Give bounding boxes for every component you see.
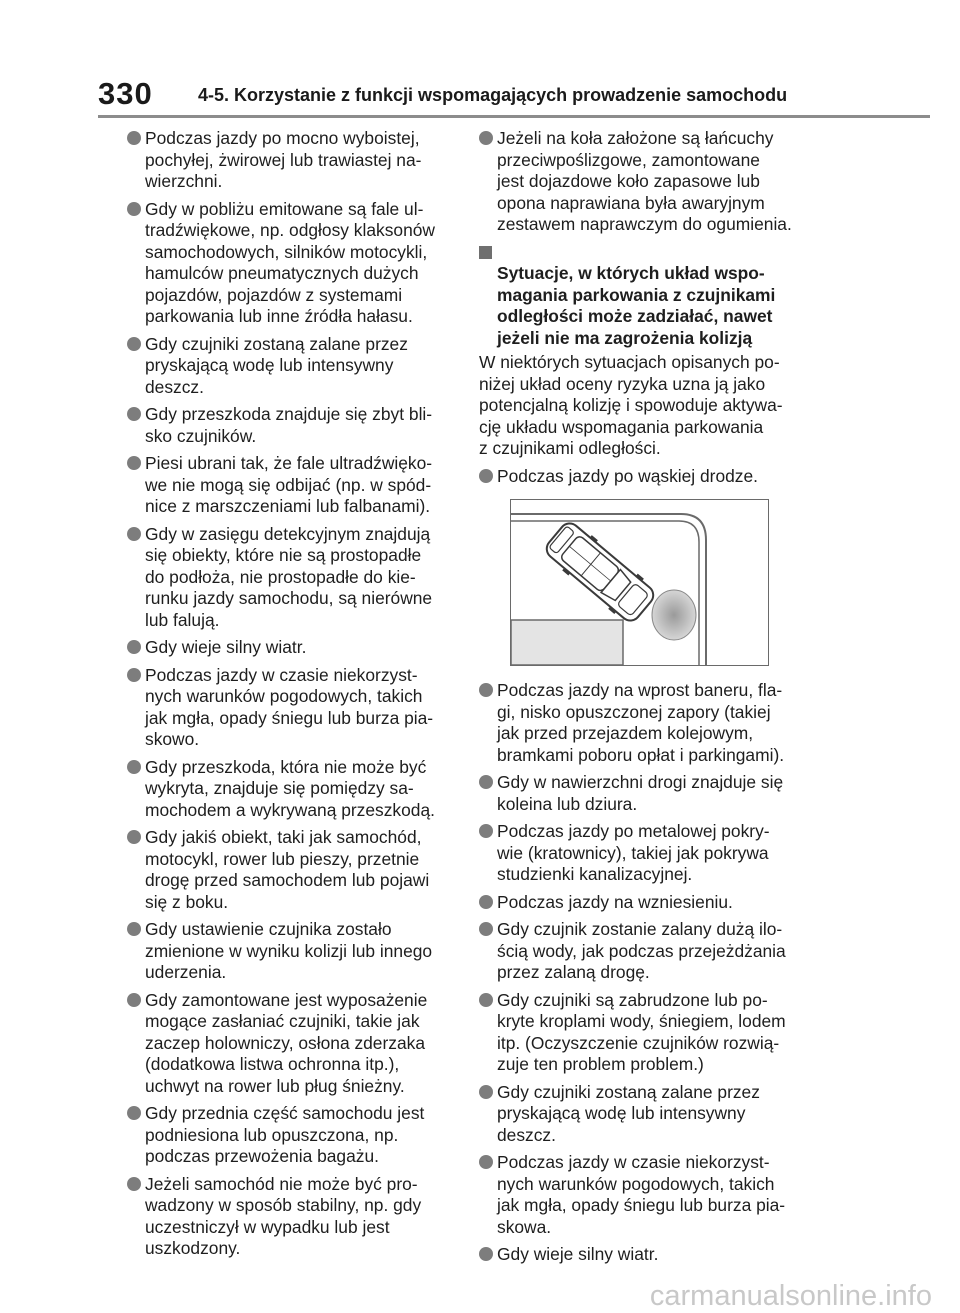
bullet-text: Podczas jazdy po wąskiej drodze. <box>497 465 758 486</box>
bullet-text: Gdy przednia część samochodu jest podniesiona lub opuszczona, np. podczas przewożenia bagażu. <box>145 1103 425 1166</box>
bullet-dot-icon <box>127 668 141 682</box>
bullet-text: Gdy w nawierzchni drogi znajduje się koleina lub dziura. <box>497 772 784 814</box>
bullet-dot-icon <box>127 337 141 351</box>
header-divider <box>98 115 930 118</box>
bullet-text: Gdy w pobliżu emitowane są fale ul- tradźwiękowe, np. odgłosy klaksonów samochodowych, silników motocykli, hamulców pneumatycznych dużych pojazdów, pojazdów z systemami parkowania lub inne źródła hałasu. <box>145 198 435 326</box>
bullet-item <box>127 524 457 632</box>
bullet-dot-icon <box>127 640 141 654</box>
bullet-dot-icon <box>127 527 141 541</box>
bullet-dot-icon <box>127 830 141 844</box>
bullet-dot-icon <box>127 760 141 774</box>
bullet-dot-icon <box>127 922 141 936</box>
bullet-item <box>127 757 457 822</box>
bullet-dot-icon <box>479 131 493 145</box>
watermark: carmanualsonline.info <box>649 1280 932 1312</box>
chapter-title: 4-5. Korzystanie z funkcji wspomagających prowadzenie samochodu <box>198 85 788 105</box>
bullet-text: Gdy zamontowane jest wyposażenie mogące zasłaniać czujniki, takie jak zaczep holowniczy, osłona zderzaka (dodatkowa listwa ochronna itp.), uchwyt na rower lub pług śnieżny. <box>145 989 428 1096</box>
bullet-dot-icon <box>479 775 493 789</box>
bullet-dot-icon <box>479 469 493 483</box>
bullet-text: Podczas jazdy w czasie niekorzyst- nych warunków pogodowych, takich jak mgła, opady śniegu lub burza pia- skowo. <box>145 664 434 749</box>
car-on-narrow-road-icon <box>511 500 768 665</box>
bullet-text: Gdy czujnik zostanie zalany dużą ilo- ścią wody, jak podczas przejeżdżania przez zalaną drogę. <box>497 919 786 982</box>
bullet-dot-icon <box>479 895 493 909</box>
bullet-dot-icon <box>127 202 141 216</box>
bullet-text: Gdy ustawienie czujnika zostało zmienione w wyniku kolizji lub innego uderzenia. <box>145 919 433 982</box>
bullet-text: Piesi ubrani tak, że fale ultradźwięko- we nie mogą się odbijać (np. w spód- nice z marszczeniami lub falbanami). <box>145 453 433 516</box>
bullet-item <box>127 453 457 518</box>
bullet-item <box>479 1244 814 1266</box>
bullet-item <box>479 128 814 236</box>
bullet-dot-icon <box>479 922 493 936</box>
bullet-item <box>127 827 457 913</box>
bullet-item <box>479 892 814 914</box>
section-heading <box>479 242 814 350</box>
bullet-item <box>479 919 814 984</box>
bullet-text: Podczas jazdy po metalowej pokry- wie (kratownicy), takiej jak pokrywa studzienki kanalizacyjnej. <box>497 821 770 884</box>
bullet-item <box>127 919 457 984</box>
bullet-item <box>127 128 457 193</box>
right-column <box>479 128 814 1272</box>
bullet-item <box>479 1152 814 1238</box>
bullet-text: Podczas jazdy na wprost baneru, fla- gi, nisko opuszczonej zapory (takiej jak przed przejazdem kolejowym, bramkami poboru opłat i parkingami). <box>497 680 785 765</box>
bullet-dot-icon <box>479 1085 493 1099</box>
bullet-text: Gdy przeszkoda znajduje się zbyt bli- sko czujników. <box>145 404 433 446</box>
bullet-item <box>479 990 814 1076</box>
bullet-item <box>479 1082 814 1147</box>
bullet-dot-icon <box>479 993 493 1007</box>
bullet-text: Jeżeli na koła założone są łańcuchy przeciwpoślizgowe, zamontowane jest dojazdowe koło zapasowe lub opona naprawiana była awaryjnym zestawem naprawczym do ogumienia. <box>497 128 792 234</box>
bullet-dot-icon <box>479 1155 493 1169</box>
bullet-dot-icon <box>127 993 141 1007</box>
bullet-text: Jeżeli samochód nie może być pro- wadzony w sposób stabilny, np. gdy uczestniczył w wypadku lub jest uszkodzony. <box>145 1173 422 1258</box>
bullet-text: Podczas jazdy na wzniesieniu. <box>497 891 733 912</box>
section-heading-text: Sytuacje, w których układ wspo- magania parkowania z czujnikami odległości może zadziałać, nawet jeżeli nie ma zagrożenia kolizją <box>497 263 776 348</box>
bullet-item <box>479 772 814 815</box>
bullet-text: Gdy czujniki zostaną zalane przez pryskającą wodę lub intensywny deszcz. <box>497 1081 760 1145</box>
bullet-item <box>127 665 457 751</box>
bullet-text: Gdy wieje silny wiatr. <box>497 1244 659 1264</box>
page-header <box>98 76 930 116</box>
bullet-text: Gdy w zasięgu detekcyjnym znajdują się obiekty, które nie są prostopadłe do podłoża, nie prostopadłe do kie- runku jazdy samochodu, są nierówne lub falują. <box>145 523 433 630</box>
bullet-dot-icon <box>127 407 141 421</box>
bullet-dot-icon <box>479 683 493 697</box>
bullet-dot-icon <box>479 824 493 838</box>
bullet-item <box>127 334 457 399</box>
bullet-item <box>479 821 814 886</box>
square-bullet-icon <box>479 246 492 259</box>
bullet-text: Gdy czujniki są zabrudzone lub po- kryte kroplami wody, śniegiem, lodem itp. (Oczyszczenie czujników rozwią- zuje ten problem problem.) <box>497 989 786 1074</box>
bullet-text: Gdy przeszkoda, która nie może być wykryta, znajduje się pomiędzy sa- mochodem a wykrywaną przeszkodą. <box>145 756 435 820</box>
bullet-item <box>127 990 457 1098</box>
bullet-text: Gdy jakiś obiekt, taki jak samochód, motocykl, rower lub pieszy, przetnie drogę przed samochodem lub pojawi się z boku. <box>145 827 430 912</box>
bullet-item <box>127 199 457 328</box>
bullet-text: Gdy wieje silny wiatr. <box>145 637 307 657</box>
bullet-text: Podczas jazdy w czasie niekorzyst- nych warunków pogodowych, takich jak mgła, opady śniegu lub burza pia- skowa. <box>497 1152 786 1237</box>
bullet-item <box>127 404 457 447</box>
left-column <box>127 128 457 1266</box>
bullet-dot-icon <box>127 456 141 470</box>
bullet-text: Gdy czujniki zostaną zalane przez pryskającą wodę lub intensywny deszcz. <box>145 333 408 397</box>
bullet-item <box>479 466 814 488</box>
bullet-dot-icon <box>479 1247 493 1261</box>
bullet-item <box>127 1174 457 1260</box>
bullet-dot-icon <box>127 1177 141 1191</box>
narrow-road-illustration <box>510 499 769 666</box>
bullet-item <box>479 680 814 766</box>
bullet-dot-icon <box>127 1106 141 1120</box>
bullet-item <box>127 1103 457 1168</box>
bullet-dot-icon <box>127 131 141 145</box>
section-intro: W niektórych sytuacjach opisanych po- niżej układ oceny ryzyka uzna ją jako potencjalną kolizję i spowoduje aktywa- cję układu wspomagania parkowania z czujnikami odległości. <box>479 352 783 458</box>
bullet-item <box>127 637 457 659</box>
page-number: 330 <box>98 76 153 111</box>
bullet-text: Podczas jazdy po mocno wyboistej, pochyłej, żwirowej lub trawiastej na- wierzchni. <box>145 128 422 191</box>
